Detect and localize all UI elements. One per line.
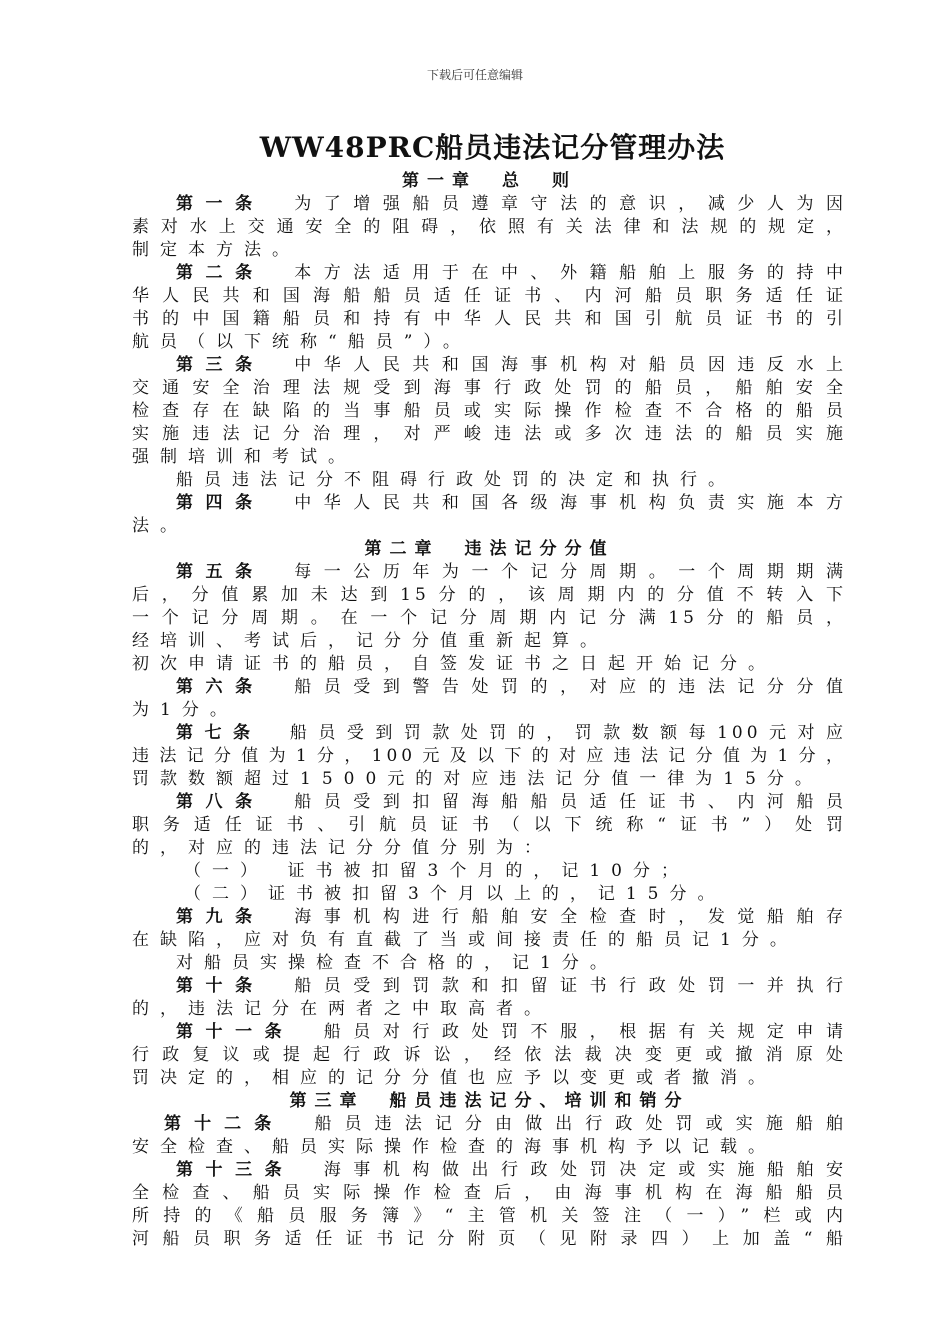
text-line bbox=[132, 653, 847, 676]
article-number: 第一条 bbox=[176, 194, 295, 214]
text-line bbox=[132, 1113, 847, 1136]
text-line bbox=[132, 998, 847, 1021]
text-line bbox=[132, 1159, 847, 1182]
text-line bbox=[132, 584, 847, 607]
article-number: 第二条 bbox=[176, 263, 295, 283]
text-line bbox=[132, 331, 847, 354]
article-number: 第十二条 bbox=[164, 1114, 315, 1134]
line-text: 每一公历年为一个记分周期。一个周期期满 bbox=[294, 562, 847, 582]
text-line bbox=[132, 630, 847, 653]
text-line bbox=[132, 515, 847, 538]
article-number: 第六条 bbox=[176, 677, 295, 697]
article-number: 第三条 bbox=[176, 355, 295, 375]
text-line bbox=[132, 216, 847, 239]
line-text: 初次申请证书的船员，自签发证书之日起开始记分。 bbox=[132, 654, 776, 674]
text-line bbox=[132, 1044, 847, 1067]
text-line bbox=[132, 1067, 847, 1090]
line-text: 的，对应的违法记分分值分别为： bbox=[132, 838, 552, 858]
text-line bbox=[132, 1228, 847, 1251]
text-line bbox=[132, 791, 847, 814]
line-text: 制定本方法。 bbox=[132, 240, 300, 260]
line-text: 船员受到罚款和扣留证书行政处罚一并执行 bbox=[294, 976, 847, 996]
article-number: 第五条 bbox=[176, 562, 295, 582]
line-text: 为了增强船员遵章守法的意识，减少人为因 bbox=[294, 194, 847, 214]
text-line bbox=[132, 262, 847, 285]
article-number: 第十一条 bbox=[176, 1022, 324, 1042]
text-line bbox=[132, 400, 847, 423]
text-line bbox=[132, 1136, 847, 1159]
line-text: 船员对行政处罚不服，根据有关规定申请 bbox=[323, 1022, 847, 1042]
text-line bbox=[132, 952, 847, 975]
line-text: 在缺陷，应对负有直截了当或间接责任的船员记1分。 bbox=[132, 930, 798, 950]
line-text: 中华人民共和国各级海事机构负责实施本方 bbox=[294, 493, 847, 513]
line-text: 全检查、船员实际操作检查后，由海事机构在海船船员 bbox=[132, 1183, 847, 1203]
text-line bbox=[132, 699, 847, 722]
line-text: 职务适任证书、引航员证书（以下统称“证书”）处罚 bbox=[132, 815, 847, 835]
text-line bbox=[132, 561, 847, 584]
article-number: 第十条 bbox=[176, 976, 295, 996]
text-line bbox=[132, 676, 847, 699]
text-line bbox=[132, 837, 847, 860]
line-text: 经培训、考试后，记分分值重新起算。 bbox=[132, 631, 608, 651]
line-text: 实施违法记分治理，对严峻违法或多次违法的船员实施 bbox=[132, 424, 847, 444]
line-text: 一个记分周期。在一个记分周期内记分满15分的船员， bbox=[132, 608, 847, 628]
text-line bbox=[132, 722, 847, 745]
line-text: 船员受到扣留海船船员适任证书、内河船员 bbox=[294, 792, 847, 812]
article-number: 第十三条 bbox=[176, 1160, 324, 1180]
text-line bbox=[132, 860, 847, 883]
line-text: 海事机构进行船舶安全检查时，发觉船舶存 bbox=[294, 907, 847, 927]
text-line bbox=[132, 975, 847, 998]
article-number: 第八条 bbox=[176, 792, 295, 812]
line-text: 船员违法记分不阻碍行政处罚的决定和执行。 bbox=[176, 470, 736, 490]
text-line bbox=[132, 492, 847, 515]
text-line bbox=[132, 354, 847, 377]
text-line bbox=[132, 745, 847, 768]
text-line bbox=[132, 308, 847, 331]
text-line bbox=[132, 607, 847, 630]
text-line bbox=[132, 193, 847, 216]
line-text: 华人民共和国海船船员适任证书、内河船员职务适任证 bbox=[132, 286, 847, 306]
line-text: 行政复议或提起行政诉讼，经依法裁决变更或撤消原处 bbox=[132, 1045, 847, 1065]
article-number: 第七条 bbox=[176, 723, 290, 743]
text-line bbox=[132, 1021, 847, 1044]
line-text: 交通安全治理法规受到海事行政处罚的船员，船舶安全 bbox=[132, 378, 847, 398]
line-text: 为1分。 bbox=[132, 700, 238, 720]
text-line bbox=[132, 814, 847, 837]
article-number: 第九条 bbox=[176, 907, 295, 927]
line-text: （二）证书被扣留3个月以上的，记15分。 bbox=[184, 884, 726, 904]
line-text: 罚决定的，相应的记分分值也应予以变更或者撤消。 bbox=[132, 1068, 776, 1088]
text-line bbox=[132, 1182, 847, 1205]
line-text: 强制培训和考试。 bbox=[132, 447, 356, 467]
line-text: 违法记分值为1分，100元及以下的对应违法记分值为1分， bbox=[132, 746, 847, 766]
document-title: WW48PRC船员违法记分管理办法 bbox=[259, 131, 726, 164]
line-text: 船员受到罚款处罚的，罚款数额每100元对应 bbox=[289, 723, 847, 743]
line-text: 河船员职务适任证书记分附页（见附录四）上加盖“船 bbox=[132, 1229, 847, 1249]
text-line bbox=[132, 906, 847, 929]
line-text: 航员（以下统称“船员”）。 bbox=[132, 332, 471, 352]
document-body bbox=[132, 170, 847, 1251]
text-line bbox=[132, 446, 847, 469]
text-line bbox=[132, 423, 847, 446]
text-line bbox=[132, 377, 847, 400]
line-text: 中华人民共和国海事机构对船员因违反水上 bbox=[294, 355, 847, 375]
article-number: 第四条 bbox=[176, 493, 295, 513]
text-line bbox=[132, 929, 847, 952]
line-text: 检查存在缺陷的当事船员或实际操作检查不合格的船员 bbox=[132, 401, 847, 421]
page-header: 下载后可任意编辑 bbox=[426, 68, 523, 82]
line-text: 安全检查、船员实际操作检查的海事机构予以记载。 bbox=[132, 1137, 776, 1157]
line-text: 本方法适用于在中、外籍船舶上服务的持中 bbox=[294, 263, 847, 283]
text-line bbox=[132, 285, 847, 308]
chapter-heading: 第三章 船员违法记分、培训和销分 bbox=[289, 1091, 690, 1111]
line-text: 罚款数额超过1500元的对应违法记分值一律为15分。 bbox=[132, 769, 823, 789]
line-text: 所持的《船员服务簿》“主管机关签注（一）”栏或内 bbox=[132, 1206, 847, 1226]
line-text: 对船员实操检查不合格的，记1分。 bbox=[176, 953, 618, 973]
text-line bbox=[132, 1205, 847, 1228]
line-text: 法。 bbox=[132, 516, 188, 536]
line-text: 船员受到警告处罚的，对应的违法记分分值 bbox=[294, 677, 847, 697]
text-line bbox=[132, 883, 847, 906]
line-text: 后，分值累加未达到15分的，该周期内的分值不转入下 bbox=[132, 585, 847, 605]
line-text: 海事机构做出行政处罚决定或实施船舶安 bbox=[323, 1160, 847, 1180]
line-text: 的，违法记分在两者之中取高者。 bbox=[132, 999, 552, 1019]
line-text: 船员违法记分由做出行政处罚或实施船舶 bbox=[314, 1114, 847, 1134]
chapter-heading: 第一章 总 则 bbox=[402, 171, 577, 191]
line-text: 书的中国籍船员和持有中华人民共和国引航员证书的引 bbox=[132, 309, 847, 329]
text-line bbox=[132, 768, 847, 791]
line-text: 素对水上交通安全的阻碍，依照有关法律和法规的规定， bbox=[132, 217, 847, 237]
chapter-heading: 第二章 违法记分分值 bbox=[364, 539, 615, 559]
text-line bbox=[132, 239, 847, 262]
text-line bbox=[132, 469, 847, 492]
line-text: （一） 证书被扣留3个月的，记10分； bbox=[184, 861, 689, 881]
